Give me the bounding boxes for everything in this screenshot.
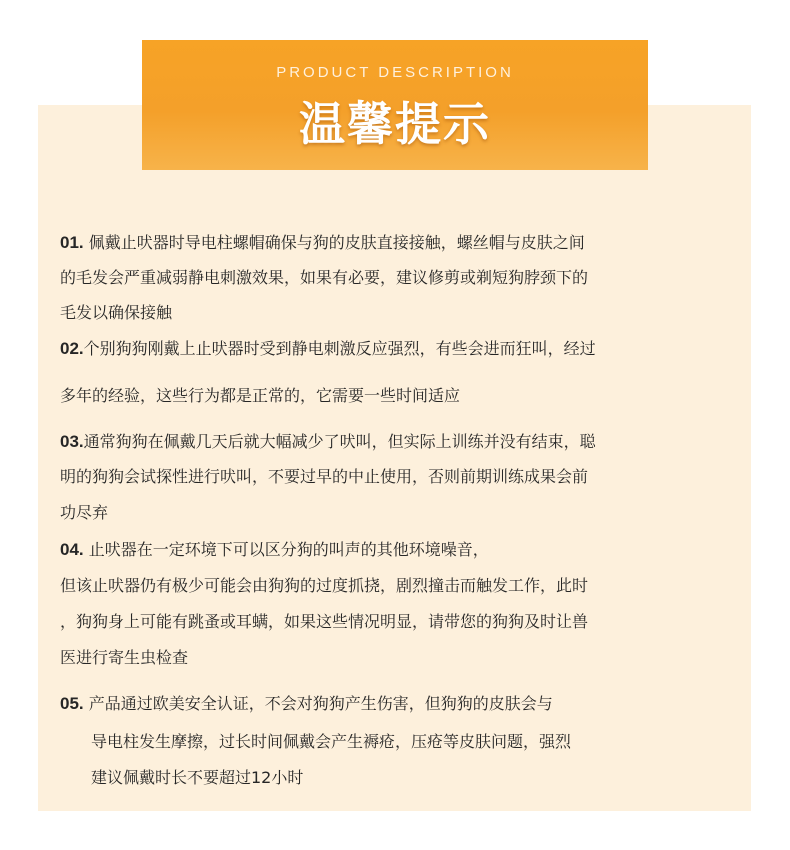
note-text: 产品通过欧美安全认证，不会对狗狗产生伤害，但狗狗的皮肤会与 xyxy=(88,694,553,713)
note-03-line-1 xyxy=(60,432,596,452)
note-number: 03. xyxy=(60,432,84,451)
note-04-line-2: 但该止吠器仍有极少可能会由狗狗的过度抓挠，剧烈撞击而触发工作，此时 xyxy=(60,576,589,595)
note-03-line-3: 功尽弃 xyxy=(60,503,109,522)
note-text: 个别狗狗刚戴上止吠器时受到静电刺激反应强烈，有些会进而狂叫，经过 xyxy=(83,339,596,358)
banner-title: 温馨提示 xyxy=(299,97,491,151)
note-02-line-2: 多年的经验，这些行为都是正常的，它需要一些时间适应 xyxy=(60,386,461,405)
note-01-line-2: 的毛发会严重减弱静电刺激效果，如果有必要，建议修剪或剃短狗脖颈下的 xyxy=(60,268,589,287)
note-05-line-1 xyxy=(60,694,553,714)
note-04-line-1 xyxy=(60,540,489,560)
banner-subtitle: PRODUCT DESCRIPTION xyxy=(276,64,514,81)
note-number: 02. xyxy=(60,339,84,358)
note-04-line-4: 医进行寄生虫检查 xyxy=(60,648,189,667)
note-text: 止吠器在一定环境下可以区分狗的叫声的其他环境噪音， xyxy=(88,540,489,559)
note-number: 05. xyxy=(60,694,84,713)
note-text: 通常狗狗在佩戴几天后就大幅减少了吠叫，但实际上训练并没有结束，聪 xyxy=(83,432,596,451)
note-number: 01. xyxy=(60,233,84,252)
header-banner xyxy=(142,40,648,170)
note-03-line-2: 明的狗狗会试探性进行吠叫，不要过早的中止使用，否则前期训练成果会前 xyxy=(60,467,589,486)
note-text: 佩戴止吠器时导电柱螺帽确保与狗的皮肤直接接触，螺丝帽与皮肤之间 xyxy=(88,233,585,252)
note-number: 04. xyxy=(60,540,84,559)
note-05-line-2: 导电柱发生摩擦，过长时间佩戴会产生褥疮，压疮等皮肤问题，强烈 xyxy=(91,732,572,751)
note-02-line-1 xyxy=(60,339,596,359)
note-01-line-1 xyxy=(60,233,585,253)
note-05-line-3: 建议佩戴时长不要超过12小时 xyxy=(91,768,304,787)
note-04-line-3: ，狗狗身上可能有跳蚤或耳螨，如果这些情况明显，请带您的狗狗及时让兽 xyxy=(60,612,589,631)
note-01-line-3: 毛发以确保接触 xyxy=(60,303,173,322)
